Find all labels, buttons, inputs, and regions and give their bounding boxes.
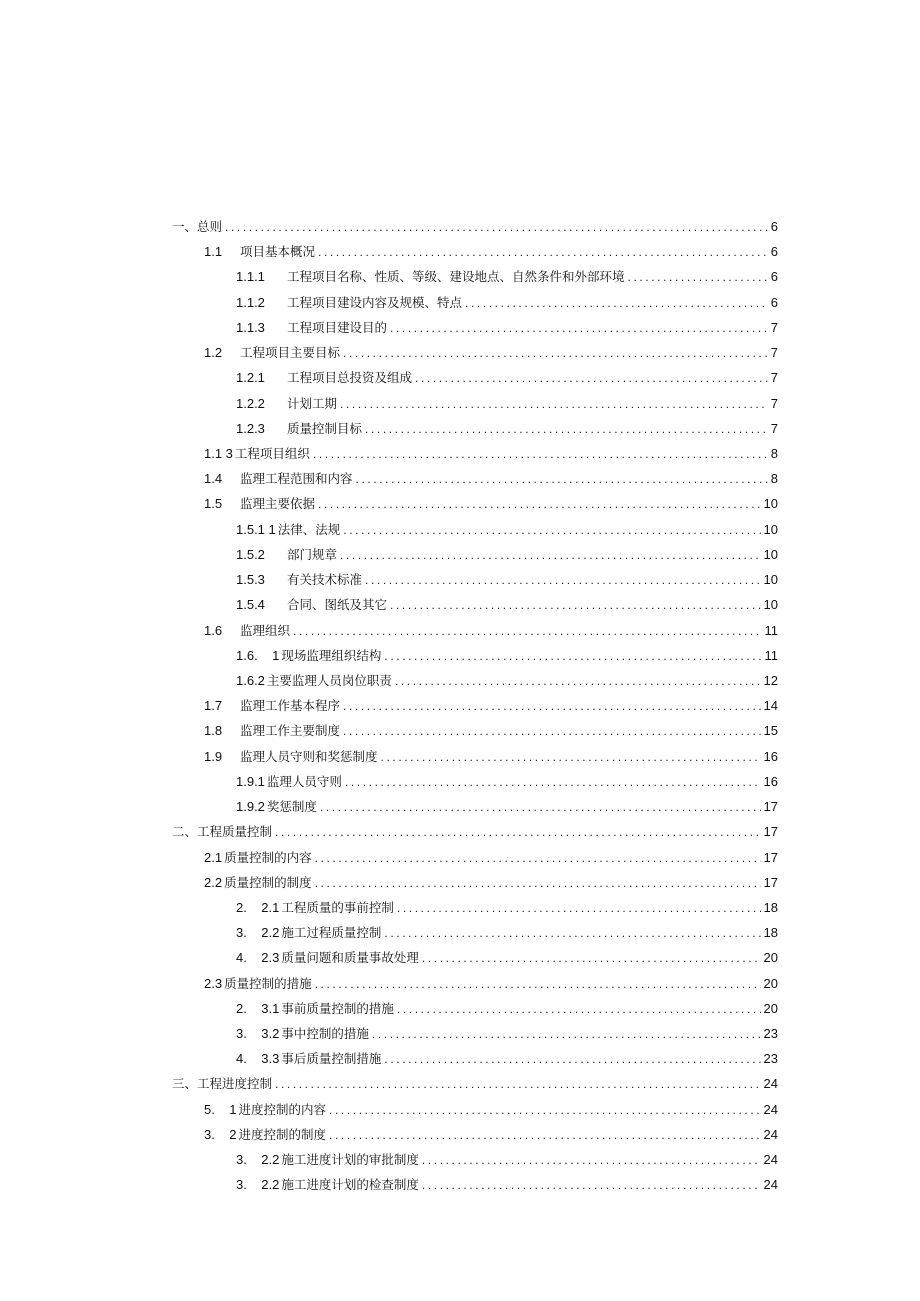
toc-page-number: 6: [770, 219, 778, 234]
toc-page-number: 24: [763, 1152, 778, 1168]
toc-entry-number: 2.2: [204, 874, 223, 890]
toc-entry-number: 1.1 3: [204, 445, 233, 461]
toc-entry-title: 施工进度计划的检查制度: [281, 1177, 419, 1193]
dot-leader: [422, 1174, 761, 1196]
toc-page-number: 14: [763, 698, 778, 714]
toc-entry-number: 1.5.1 1: [236, 521, 276, 537]
toc-entry[interactable]: [204, 973, 778, 995]
toc-entry-title: 有关技术标准: [287, 572, 363, 588]
dot-leader: [628, 266, 768, 288]
toc-page-number: 7: [770, 319, 778, 335]
toc-entry[interactable]: [236, 998, 778, 1020]
toc-page-number: 6: [770, 294, 778, 310]
toc-entry[interactable]: [172, 216, 778, 238]
toc-entry[interactable]: [236, 922, 778, 944]
dot-leader: [343, 342, 768, 364]
toc-entry-title: 工程项目名称、性质、等级、建设地点、自然条件和外部环境: [287, 269, 625, 285]
toc-entry-number: 1.2.2: [236, 395, 265, 411]
dot-leader: [422, 1149, 761, 1171]
toc-page-number: 24: [763, 1101, 778, 1117]
toc-entry-number: 1.1.2: [236, 294, 265, 310]
toc-entry-number: 1.1.3: [236, 319, 265, 335]
toc-entry-number: 1.5: [204, 496, 223, 512]
toc-entry-number: 1.8: [204, 723, 223, 739]
dot-leader: [318, 493, 761, 515]
toc-entry-title: 进度控制的内容: [238, 1101, 327, 1117]
dot-leader: [329, 1124, 760, 1146]
toc-page-number: 17: [763, 849, 778, 865]
toc-entry[interactable]: [236, 771, 778, 793]
toc-entry[interactable]: [204, 342, 778, 364]
dot-leader: [384, 1048, 760, 1070]
dot-leader: [343, 720, 761, 742]
toc-entry[interactable]: [204, 1099, 778, 1121]
toc-entry[interactable]: [236, 645, 778, 667]
dot-leader: [275, 1073, 761, 1095]
toc-page-number: 10: [763, 496, 778, 512]
toc-entry-title: 施工过程质量控制: [281, 925, 382, 941]
dot-leader: [329, 1099, 760, 1121]
toc-entry-title: 监理主要依据: [240, 496, 316, 512]
toc-entry-title: 监理工作主要制度: [240, 723, 341, 739]
toc-entry-number: 5. 1: [204, 1101, 237, 1117]
toc-entry-number: 1.6.2: [236, 672, 265, 688]
toc-entry-title: 质量控制的内容: [224, 849, 312, 865]
toc-entry[interactable]: [204, 695, 778, 717]
toc-entry-title: 事前质量控制的措施: [281, 1000, 394, 1016]
toc-entry[interactable]: [236, 292, 778, 314]
toc-entry-title: 奖惩制度: [266, 799, 317, 815]
toc-entry-title: 监理工程范围和内容: [240, 471, 353, 487]
toc-entry-number: 3. 3.2: [236, 1026, 280, 1042]
toc-page-number: 7: [770, 420, 778, 436]
dot-leader: [397, 998, 761, 1020]
toc-page-number: 10: [763, 546, 778, 562]
toc-entry[interactable]: [172, 1073, 778, 1095]
toc-page-number: 24: [763, 1126, 778, 1142]
toc-page-number: 7: [770, 345, 778, 361]
dot-leader: [343, 695, 761, 717]
toc-page-number: 16: [763, 773, 778, 789]
toc-page-number: 8: [770, 445, 778, 461]
toc-page-number: 18: [763, 899, 778, 915]
dot-leader: [465, 292, 768, 314]
toc-entry-number: 1.7: [204, 698, 223, 714]
toc-entry-title: 质量控制的制度: [224, 874, 312, 890]
dot-leader: [384, 645, 761, 667]
toc-entry-title: 现场监理组织结构: [281, 647, 382, 663]
toc-entry-title: 计划工期: [287, 395, 338, 411]
dot-leader: [320, 796, 761, 818]
toc-page-number: 6: [770, 244, 778, 260]
dot-leader: [318, 241, 768, 263]
toc-entry-title: 主要监理人员岗位职责: [266, 672, 392, 688]
dot-leader: [397, 897, 761, 919]
toc-entry-title: 工程项目总投资及组成: [287, 370, 413, 386]
toc-page-number: 10: [763, 597, 778, 613]
toc-entry[interactable]: [236, 1048, 778, 1070]
toc-page-number: 11: [764, 647, 778, 663]
toc-entry-number: 1.4: [204, 471, 223, 487]
dot-leader: [343, 519, 760, 541]
toc-entry[interactable]: [236, 266, 778, 288]
toc-page-number: 10: [763, 521, 778, 537]
toc-entry[interactable]: [236, 317, 778, 339]
toc-entry-number: 3. 2.2: [236, 925, 280, 941]
toc-entry-title: 监理人员守则: [266, 773, 342, 789]
toc-page-number: 20: [763, 950, 778, 966]
toc-entry[interactable]: [236, 1174, 778, 1196]
toc-entry-title: 工程项目建设内容及规模、特点: [287, 294, 463, 310]
toc-entry-title: 工程项目组织: [234, 445, 310, 461]
toc-entry-number: 1.9: [204, 748, 223, 764]
toc-entry[interactable]: [236, 519, 778, 541]
dot-leader: [381, 746, 761, 768]
dot-leader: [390, 317, 768, 339]
toc-entry-number: 4. 2.3: [236, 950, 280, 966]
dot-leader: [313, 443, 768, 465]
toc-page-number: 17: [763, 874, 778, 890]
toc-entry-number: 1.1: [204, 244, 223, 260]
toc-entry[interactable]: [204, 746, 778, 768]
toc-page-number: 20: [763, 975, 778, 991]
dot-leader: [315, 973, 761, 995]
toc-entry[interactable]: [204, 1124, 778, 1146]
toc-entry-number: 2. 2.1: [236, 899, 280, 915]
toc-entry-title: 施工进度计划的审批制度: [281, 1152, 419, 1168]
dot-leader: [372, 1023, 761, 1045]
toc-entry[interactable]: [204, 720, 778, 742]
toc-page-number: 24: [763, 1076, 778, 1092]
toc-entry-title: 工程项目建设目的: [287, 319, 388, 335]
toc-page-number: 18: [763, 925, 778, 941]
toc-entry-number: 3. 2.2: [236, 1152, 280, 1168]
dot-leader: [422, 947, 761, 969]
toc-entry[interactable]: [204, 493, 778, 515]
toc-entry-number: 1.2.1: [236, 370, 265, 386]
toc-entry-number: 1.2.3: [236, 420, 265, 436]
toc-page-number: 11: [764, 622, 778, 638]
toc-page-number: 7: [770, 395, 778, 411]
toc-entry-number: 1.5.3: [236, 572, 265, 588]
toc-entry-number: 3. 2.2: [236, 1177, 280, 1193]
toc-entry[interactable]: [236, 947, 778, 969]
toc-entry-number: 2. 3.1: [236, 1000, 280, 1016]
toc-page-number: 16: [763, 748, 778, 764]
toc-entry[interactable]: [204, 847, 778, 869]
toc-entry-number: 1.9.1: [236, 773, 265, 789]
dot-leader: [415, 367, 768, 389]
toc-entry-title: 事中控制的措施: [281, 1026, 369, 1042]
toc-entry-number: 1.5.4: [236, 597, 265, 613]
toc-entry-number: 1.6: [204, 622, 223, 638]
toc-page-number: 10: [763, 572, 778, 588]
dot-leader: [225, 216, 768, 238]
toc-entry-title: 合同、图纸及其它: [287, 597, 388, 613]
toc-entry-number: 2.1: [204, 849, 223, 865]
toc-entry[interactable]: [236, 418, 778, 440]
dot-leader: [365, 569, 761, 591]
toc-entry[interactable]: [204, 468, 778, 490]
toc-entry-number: 4. 3.3: [236, 1051, 280, 1067]
toc-entry-title: 质量控制目标: [287, 420, 363, 436]
dot-leader: [390, 594, 761, 616]
dot-leader: [275, 821, 761, 843]
toc-entry-number: 3. 2: [204, 1126, 237, 1142]
dot-leader: [356, 468, 768, 490]
toc-entry[interactable]: [236, 796, 778, 818]
toc-page-number: 23: [763, 1051, 778, 1067]
toc-entry-title: 三、工程进度控制: [172, 1076, 273, 1092]
dot-leader: [395, 670, 761, 692]
toc-entry[interactable]: [236, 1023, 778, 1045]
toc-entry[interactable]: [236, 1149, 778, 1171]
toc-entry[interactable]: [204, 443, 778, 465]
toc-entry-number: 1.2: [204, 345, 223, 361]
toc-entry[interactable]: [236, 367, 778, 389]
toc-entry-title: 进度控制的制度: [238, 1126, 327, 1142]
dot-leader: [365, 418, 768, 440]
toc-page-number: 23: [763, 1026, 778, 1042]
toc-entry-title: 监理工作基本程序: [240, 698, 341, 714]
dot-leader: [315, 847, 761, 869]
dot-leader: [340, 393, 768, 415]
toc-entry[interactable]: [236, 569, 778, 591]
toc-entry-number: 2.3: [204, 975, 223, 991]
toc-entry-number: 1.9.2: [236, 799, 265, 815]
toc-entry-number: 1.6. 1: [236, 647, 280, 663]
toc-entry[interactable]: [236, 897, 778, 919]
dot-leader: [315, 872, 761, 894]
toc-entry-title: 监理组织: [240, 622, 291, 638]
toc-entry[interactable]: [236, 670, 778, 692]
toc-entry[interactable]: [172, 821, 778, 843]
toc-entry-title: 法律、法规: [277, 521, 341, 537]
toc-entry-title: 工程质量的事前控制: [281, 899, 394, 915]
toc-entry-title: 二、工程质量控制: [172, 824, 273, 840]
toc-entry[interactable]: [236, 594, 778, 616]
toc-page-number: 7: [770, 370, 778, 386]
toc-entry-title: 质量问题和质量事故处理: [281, 950, 419, 966]
toc-entry-title: 质量控制的措施: [224, 975, 312, 991]
dot-leader: [384, 922, 760, 944]
toc-entry[interactable]: [236, 393, 778, 415]
toc-entry-number: 1.5.2: [236, 546, 265, 562]
toc-page-number: 6: [770, 269, 778, 285]
toc-entry[interactable]: [204, 872, 778, 894]
toc-entry-title: 一、总则: [172, 219, 223, 234]
toc-entry-title: 工程项目主要目标: [240, 345, 341, 361]
toc-entry[interactable]: [236, 544, 778, 566]
toc-entry[interactable]: [204, 241, 778, 263]
toc-page-number: 15: [763, 723, 778, 739]
toc-page-number: 17: [763, 824, 778, 840]
toc-entry-number: 1.1.1: [236, 269, 265, 285]
toc-page-number: 12: [763, 672, 778, 688]
dot-leader: [345, 771, 761, 793]
toc-entry-title: 项目基本概况: [240, 244, 316, 260]
toc-entry-title: 事后质量控制措施: [281, 1051, 382, 1067]
toc-page-number: 8: [770, 471, 778, 487]
toc-page-number: 24: [763, 1177, 778, 1193]
toc-page-number: 20: [763, 1000, 778, 1016]
toc-entry[interactable]: [204, 620, 778, 642]
dot-leader: [340, 544, 761, 566]
toc-page-number: 17: [763, 799, 778, 815]
toc-entry-title: 部门规章: [287, 546, 338, 562]
dot-leader: [293, 620, 761, 642]
toc-entry-title: 监理人员守则和奖惩制度: [240, 748, 378, 764]
